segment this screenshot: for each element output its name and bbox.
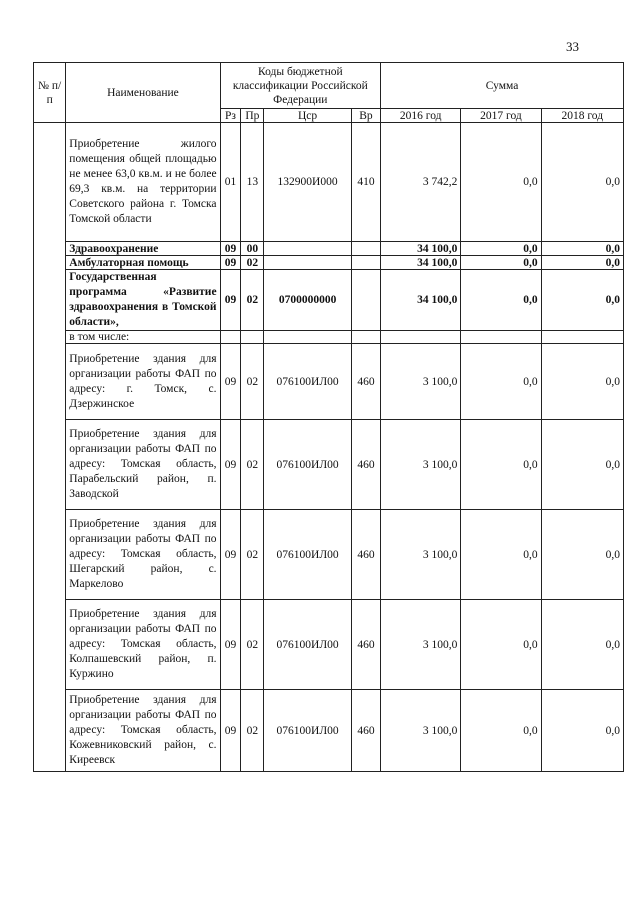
- row-2018: 0,0: [541, 344, 623, 420]
- row-2017: 0,0: [461, 690, 541, 772]
- header-2016: 2016 год: [381, 109, 461, 123]
- row-2016: 3 742,2: [381, 123, 461, 242]
- header-vr: Вр: [351, 109, 380, 123]
- row-csr: [264, 242, 352, 256]
- row-pr: 13: [241, 123, 264, 242]
- row-name: Приобретение здания для организации работы ФАП по адресу: Томская область, Кожевниковский район, с. Киреевск: [66, 690, 220, 772]
- row-pr: 02: [241, 344, 264, 420]
- row-pr: 02: [241, 510, 264, 600]
- header-row-top: [34, 63, 624, 109]
- row-2018: 0,0: [541, 510, 623, 600]
- row-name: Государственная программа «Развитие здравоохранения в Томской области»,: [66, 270, 220, 331]
- table-row: [34, 690, 624, 772]
- table-row: [34, 420, 624, 510]
- row-csr: [264, 256, 352, 270]
- row-rz: 09: [220, 242, 241, 256]
- row-rz: 09: [220, 344, 241, 420]
- row-rz: 09: [220, 270, 241, 331]
- table-row: [34, 331, 624, 344]
- row-pr: 02: [241, 690, 264, 772]
- row-2016: 3 100,0: [381, 600, 461, 690]
- row-csr: 076100ИЛ00: [264, 600, 352, 690]
- row-2016: 3 100,0: [381, 690, 461, 772]
- row-name: Приобретение здания для организации работы ФАП по адресу: Томская область, Колпашевский район, п. Куржино: [66, 600, 220, 690]
- row-vr: 460: [351, 420, 380, 510]
- header-2018: 2018 год: [541, 109, 623, 123]
- row-rz: 09: [220, 600, 241, 690]
- row-2016: 3 100,0: [381, 344, 461, 420]
- row-name: Приобретение здания для организации работы ФАП по адресу: г. Томск, с. Дзержинское: [66, 344, 220, 420]
- row-pr: 00: [241, 242, 264, 256]
- row-2016: 3 100,0: [381, 420, 461, 510]
- table-row: [34, 256, 624, 270]
- row-2018: 0,0: [541, 123, 623, 242]
- row-2017: 0,0: [461, 242, 541, 256]
- num-cell: [34, 123, 66, 772]
- row-rz: 09: [220, 256, 241, 270]
- table-row: [34, 510, 624, 600]
- page-number: 33: [566, 39, 579, 54]
- row-2018: 0,0: [541, 690, 623, 772]
- row-2017: 0,0: [461, 123, 541, 242]
- table-row: [34, 242, 624, 256]
- table-row: [34, 123, 624, 242]
- header-sum: Сумма: [381, 63, 624, 109]
- row-name: Приобретение здания для организации работы ФАП по адресу: Томская область, Парабельский район, п. Заводской: [66, 420, 220, 510]
- row-2018: 0,0: [541, 420, 623, 510]
- row-name: Приобретение здания для организации работы ФАП по адресу: Томская область, Шегарский район, с. Маркелово: [66, 510, 220, 600]
- table-row: [34, 600, 624, 690]
- row-csr: 076100ИЛ00: [264, 690, 352, 772]
- header-codes: Коды бюджетной классификации Российской Федерации: [220, 63, 381, 109]
- budget-table: [33, 62, 624, 772]
- row-pr: 02: [241, 270, 264, 331]
- row-rz: 01: [220, 123, 241, 242]
- row-rz: 09: [220, 690, 241, 772]
- row-csr: 132900И000: [264, 123, 352, 242]
- row-2018: 0,0: [541, 270, 623, 331]
- row-vr: 410: [351, 123, 380, 242]
- row-csr: 076100ИЛ00: [264, 420, 352, 510]
- row-2017: 0,0: [461, 420, 541, 510]
- row-rz: 09: [220, 510, 241, 600]
- row-name: Приобретение жилого помещения общей площадью не менее 63,0 кв.м. и не более 69,3 кв.м. на территории Советского района г. Томска Томской области: [66, 123, 220, 242]
- row-2017: 0,0: [461, 600, 541, 690]
- header-name: Наименование: [66, 63, 220, 123]
- row-2017: 0,0: [461, 510, 541, 600]
- row-csr: 0700000000: [264, 270, 352, 331]
- header-pr: Пр: [241, 109, 264, 123]
- row-2016: 34 100,0: [381, 270, 461, 331]
- row-2018: 0,0: [541, 600, 623, 690]
- row-vr: 460: [351, 510, 380, 600]
- row-2016: 3 100,0: [381, 510, 461, 600]
- row-2017: 0,0: [461, 270, 541, 331]
- row-name: Амбулаторная помощь: [66, 256, 220, 270]
- header-rz: Рз: [220, 109, 241, 123]
- row-vr: [351, 270, 380, 331]
- row-pr: 02: [241, 256, 264, 270]
- row-2017: 0,0: [461, 256, 541, 270]
- row-2018: 0,0: [541, 242, 623, 256]
- table-row: [34, 270, 624, 331]
- row-csr: 076100ИЛ00: [264, 344, 352, 420]
- row-vr: 460: [351, 600, 380, 690]
- row-vr: 460: [351, 690, 380, 772]
- row-vr: [351, 242, 380, 256]
- header-num: № п/п: [34, 63, 66, 123]
- row-name: в том числе:: [66, 331, 220, 344]
- row-name: Здравоохранение: [66, 242, 220, 256]
- header-2017: 2017 год: [461, 109, 541, 123]
- row-2017: 0,0: [461, 344, 541, 420]
- table-row: [34, 344, 624, 420]
- row-2016: 34 100,0: [381, 256, 461, 270]
- row-csr: 076100ИЛ00: [264, 510, 352, 600]
- header-csr: Цср: [264, 109, 352, 123]
- row-vr: [351, 256, 380, 270]
- row-vr: 460: [351, 344, 380, 420]
- row-rz: 09: [220, 420, 241, 510]
- row-pr: 02: [241, 420, 264, 510]
- row-2018: 0,0: [541, 256, 623, 270]
- row-pr: 02: [241, 600, 264, 690]
- row-2016: 34 100,0: [381, 242, 461, 256]
